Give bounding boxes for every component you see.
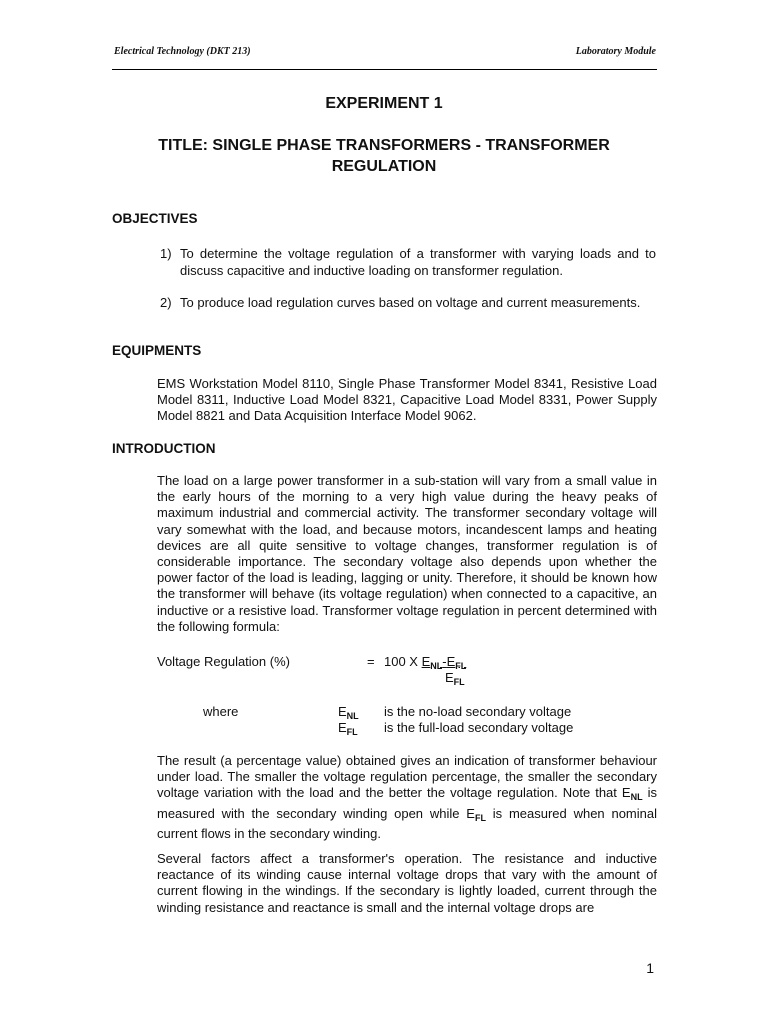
formula-equals: =	[367, 654, 375, 669]
formula-denominator: $E_{FL}$	[445, 670, 465, 687]
efl-description: is the full-load secondary voltage	[384, 720, 574, 735]
running-header-module: Laboratory Module	[575, 46, 656, 57]
where-label: where	[203, 704, 239, 719]
formula-label: Voltage Regulation (%)	[157, 654, 290, 669]
equipments-paragraph: EMS Workstation Model 8110, Single Phase Transformer Model 8341, Resistive Load Model 8311, Inductive Load Model 8321, Capacitive Load Model 8331, Power Supply Model 8821 and Data Acquisition Interface Model 9062.	[157, 376, 657, 424]
objective-item	[160, 294, 656, 311]
document-title: TITLE: SINGLE PHASE TRANSFORMERS - TRANSFORMER REGULATION	[158, 137, 610, 175]
enl-description: is the no-load secondary voltage	[384, 704, 572, 719]
objectives-heading: OBJECTIVES	[112, 211, 198, 226]
equipments-heading: EQUIPMENTS	[112, 343, 202, 358]
objective-text: To produce load regulation curves based on voltage and current measurements.	[180, 295, 641, 310]
formula-numerator	[384, 654, 466, 671]
symbol-efl: $E_{FL}$	[338, 720, 358, 737]
introduction-paragraph-1: The load on a large power transformer in a sub-station will vary from a small value in the early hours of the morning to a very high value during the heavy peaks of maximum industrial and commercial activity. The transformer secondary voltage will vary somewhat with the load, and because motors, incandescent lamps and heating devices are all quite sensitive to voltage changes, transformer regulation is of considerable importance. The secondary voltage also depends upon whether the power factor of the load is leading, lagging or unity. Therefore, it should be known how the transformer will behave (its voltage regulation) when connected to a capacitive, an inductive or a resistive load. Transformer voltage regulation in percent determined with the following formula:	[157, 473, 657, 634]
objective-text: To determine the voltage regulation of a transformer with varying loads and to discuss capacitive and inductive loading on transformer regulation.	[180, 246, 656, 278]
introduction-paragraph-3: Several factors affect a transformer's operation. The resistance and inductive reactance of its winding cause internal voltage drops that vary with the amount of current flowing in the windings. If the secondary is lightly loaded, current through the winding resistance and reactance is small and the internal voltage drops are	[157, 851, 657, 915]
formula-prefix: 100 X	[384, 654, 418, 669]
running-header-course: Electrical Technology (DKT 213)	[114, 46, 251, 57]
objective-item	[160, 245, 656, 279]
introduction-heading: INTRODUCTION	[112, 441, 216, 456]
header-rule	[112, 69, 657, 70]
objective-number: 1)	[160, 246, 172, 261]
objective-number: 2)	[160, 295, 172, 310]
introduction-paragraph-2: The result (a percentage value) obtained gives an indication of transformer behaviour under load. The smaller the voltage regulation percentage, the smaller the secondary voltage variation with the load and the better the voltage regulation. Note that $E_{NL}$ is measured with the secondary winding open while $E_{FL}$ is measured when nominal current flows in the secondary winding.	[157, 753, 657, 841]
symbol-enl: $E_{NL}$	[338, 704, 359, 721]
experiment-heading: EXPERIMENT 1	[325, 95, 443, 112]
page-number: 1	[646, 960, 654, 976]
formula-fraction-top: $E_{NL}-E_{FL}$	[421, 654, 467, 671]
